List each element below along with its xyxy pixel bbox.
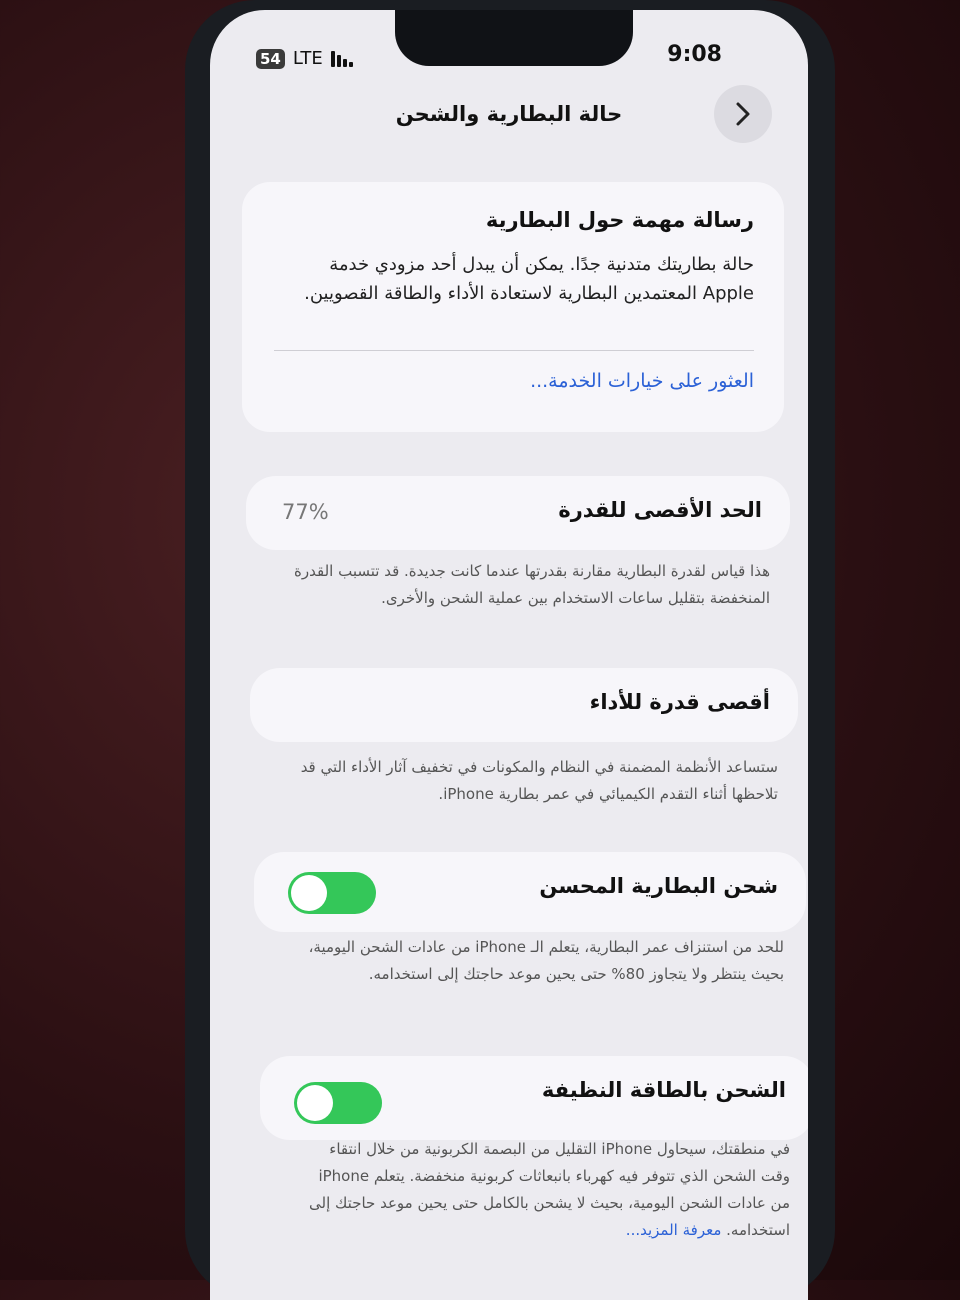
notch <box>395 10 633 66</box>
optimized-charging-caption: للحد من استنزاف عمر البطارية، يتعلم الـ iPhone من عادات الشحن اليومية، بحيث ينتظر ولا يتجاوز 80% حتى يحين موعد حاجتك إلى استخدامه. <box>308 938 784 983</box>
toggle-knob <box>291 875 327 911</box>
clean-energy-caption-text: في منطقتك، سيحاول iPhone التقليل من البصمة الكربونية من خلال انتقاء وقت الشحن الذي تتوفر فيه كهرباء بانبعاثات كربونية منخفضة. يتعلم iPhone من عادات الشحن اليومية، بحيث لا يشحن بالكامل حتى يحين موعد حاجتك إلى استخدامه. <box>309 1140 790 1239</box>
toggle-knob <box>297 1085 333 1121</box>
maximum-capacity-row <box>246 476 790 550</box>
clean-energy-row <box>260 1056 808 1140</box>
maximum-capacity-value: 77% <box>282 500 329 524</box>
battery-notice-card <box>242 182 784 432</box>
maximum-capacity-label: الحد الأقصى للقدرة <box>558 498 762 522</box>
screen <box>210 10 808 1300</box>
page-title: حالة البطارية والشحن <box>395 102 623 126</box>
signal-icon <box>331 51 353 67</box>
notice-body: حالة بطاريتك متدنية جدًا. يمكن أن يبدل أحد مزودي خدمة Apple المعتمدين البطارية لاستعادة الأداء والطاقة القصويين. <box>304 254 754 304</box>
clean-energy-label: الشحن بالطاقة النظيفة <box>541 1078 786 1102</box>
optimized-charging-row <box>254 852 806 932</box>
clean-energy-caption <box>300 1136 790 1244</box>
status-bar-left <box>256 48 353 69</box>
maximum-capacity-caption: هذا قياس لقدرة البطارية مقارنة بقدرتها عندما كانت جديدة. قد تتسبب القدرة المنخفضة بتقليل ساعات الاستخدام بين عملية الشحن والأخرى. <box>294 562 770 607</box>
peak-performance-label: أقصى قدرة للأداء <box>589 690 770 714</box>
network-label: LTE <box>292 48 323 69</box>
clean-energy-toggle[interactable] <box>294 1082 382 1124</box>
sim-badge: 54 <box>256 49 285 69</box>
optimized-charging-toggle[interactable] <box>288 872 376 914</box>
status-time: 9:08 <box>667 42 722 67</box>
divider <box>274 350 754 351</box>
peak-performance-row <box>250 668 798 742</box>
optimized-charging-label: شحن البطارية المحسن <box>539 874 778 898</box>
find-service-options-link[interactable]: العثور على خيارات الخدمة... <box>530 370 754 392</box>
learn-more-link[interactable]: معرفة المزيد... <box>625 1221 722 1239</box>
peak-performance-caption: ستساعد الأنظمة المضمنة في النظام والمكونات في تخفيف آثار الأداء التي قد تلاحظها أثناء التقدم الكيميائي في عمر بطارية iPhone. <box>300 758 778 803</box>
notice-title: رسالة مهمة حول البطارية <box>485 208 754 232</box>
